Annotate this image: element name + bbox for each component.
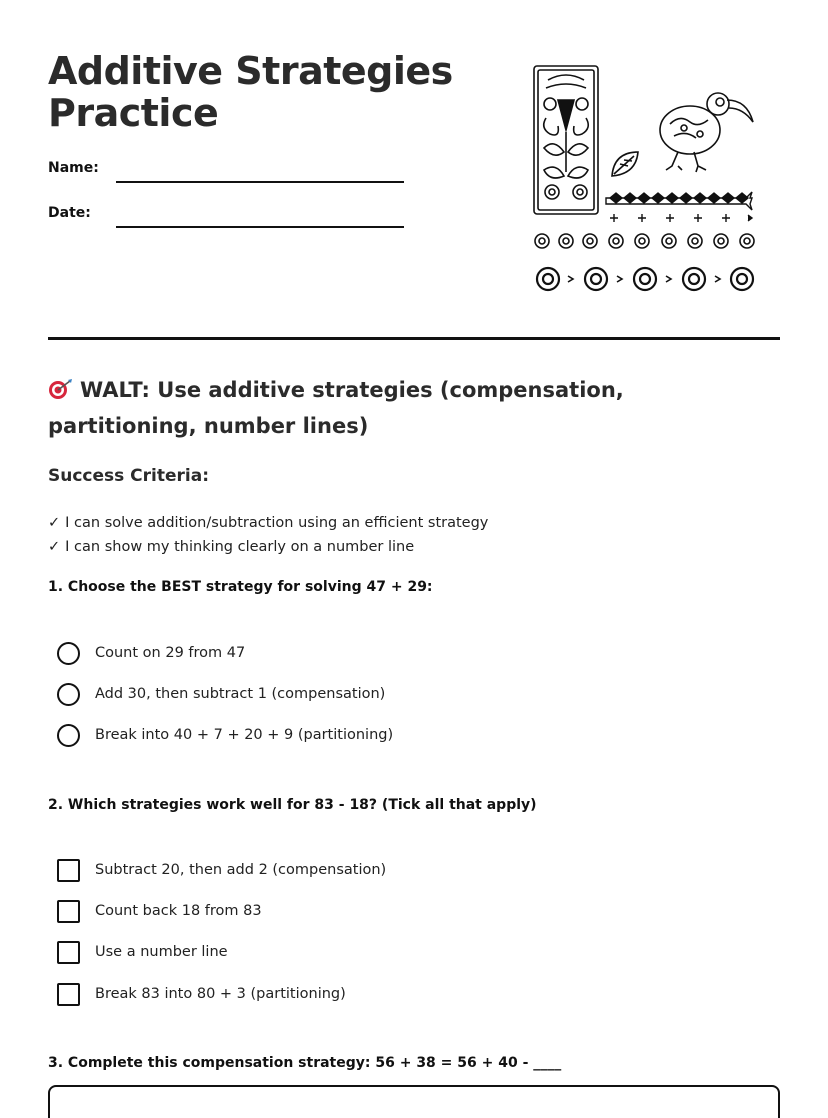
q1-option-3[interactable] xyxy=(57,722,393,748)
option-label: Subtract 20, then add 2 (compensation) xyxy=(95,862,387,878)
radio-button[interactable] xyxy=(57,683,80,706)
arrow-pattern-icon xyxy=(606,192,752,222)
success-criteria-list xyxy=(48,511,488,559)
page-title: Additive Strategies Practice xyxy=(48,49,453,135)
answer-text-box[interactable] xyxy=(48,1085,780,1118)
decorative-artwork xyxy=(528,58,764,298)
name-label: Name: xyxy=(48,160,99,176)
radio-button[interactable] xyxy=(57,642,80,665)
date-field[interactable] xyxy=(116,226,404,228)
success-criteria-item xyxy=(48,535,488,559)
koru-circles-icon xyxy=(535,234,754,248)
success-criteria-title: Success Criteria: xyxy=(48,466,210,486)
walt-text: WALT: Use additive strategies (compensation, partitioning, number lines) xyxy=(48,378,624,438)
success-criteria-text: I can solve addition/subtraction using an efficient strategy xyxy=(65,515,489,531)
section-divider xyxy=(48,337,780,340)
option-label: Add 30, then subtract 1 (compensation) xyxy=(95,686,386,702)
check-mark-icon: ✓ xyxy=(48,515,61,531)
q2-option-2[interactable] xyxy=(57,898,262,924)
radio-button[interactable] xyxy=(57,724,80,747)
name-field[interactable] xyxy=(116,181,404,183)
option-label: Break into 40 + 7 + 20 + 9 (partitioning) xyxy=(95,727,394,743)
circle-arrow-row xyxy=(537,268,753,290)
checkbox[interactable] xyxy=(57,859,80,882)
q2-option-1[interactable] xyxy=(57,857,386,883)
question-3-text: 3. Complete this compensation strategy: 56 + 38 = 56 + 40 - ____ xyxy=(48,1055,562,1071)
success-criteria-item xyxy=(48,511,488,535)
option-label: Break 83 into 80 + 3 (partitioning) xyxy=(95,986,346,1002)
option-label: Count on 29 from 47 xyxy=(95,645,246,661)
option-label: Use a number line xyxy=(95,944,228,960)
checkbox[interactable] xyxy=(57,941,80,964)
question-2-text: 2. Which strategies work well for 83 - 18? (Tick all that apply) xyxy=(48,797,537,813)
option-label: Count back 18 from 83 xyxy=(95,903,262,919)
q2-option-3[interactable] xyxy=(57,939,228,965)
checkbox[interactable] xyxy=(57,983,80,1006)
kiwi-bird-icon xyxy=(660,93,753,172)
dart-target-icon xyxy=(48,378,74,400)
question-1-text: 1. Choose the BEST strategy for solving 47 + 29: xyxy=(48,579,433,595)
date-label: Date: xyxy=(48,205,91,221)
q1-option-2[interactable] xyxy=(57,681,385,707)
leaf-icon xyxy=(612,152,638,176)
checkbox[interactable] xyxy=(57,900,80,923)
walt-heading xyxy=(48,372,768,444)
success-criteria-text: I can show my thinking clearly on a number line xyxy=(65,539,415,555)
carved-pou-icon xyxy=(534,66,598,214)
q2-option-4[interactable] xyxy=(57,981,346,1007)
check-mark-icon: ✓ xyxy=(48,539,61,555)
q1-option-1[interactable] xyxy=(57,640,245,666)
